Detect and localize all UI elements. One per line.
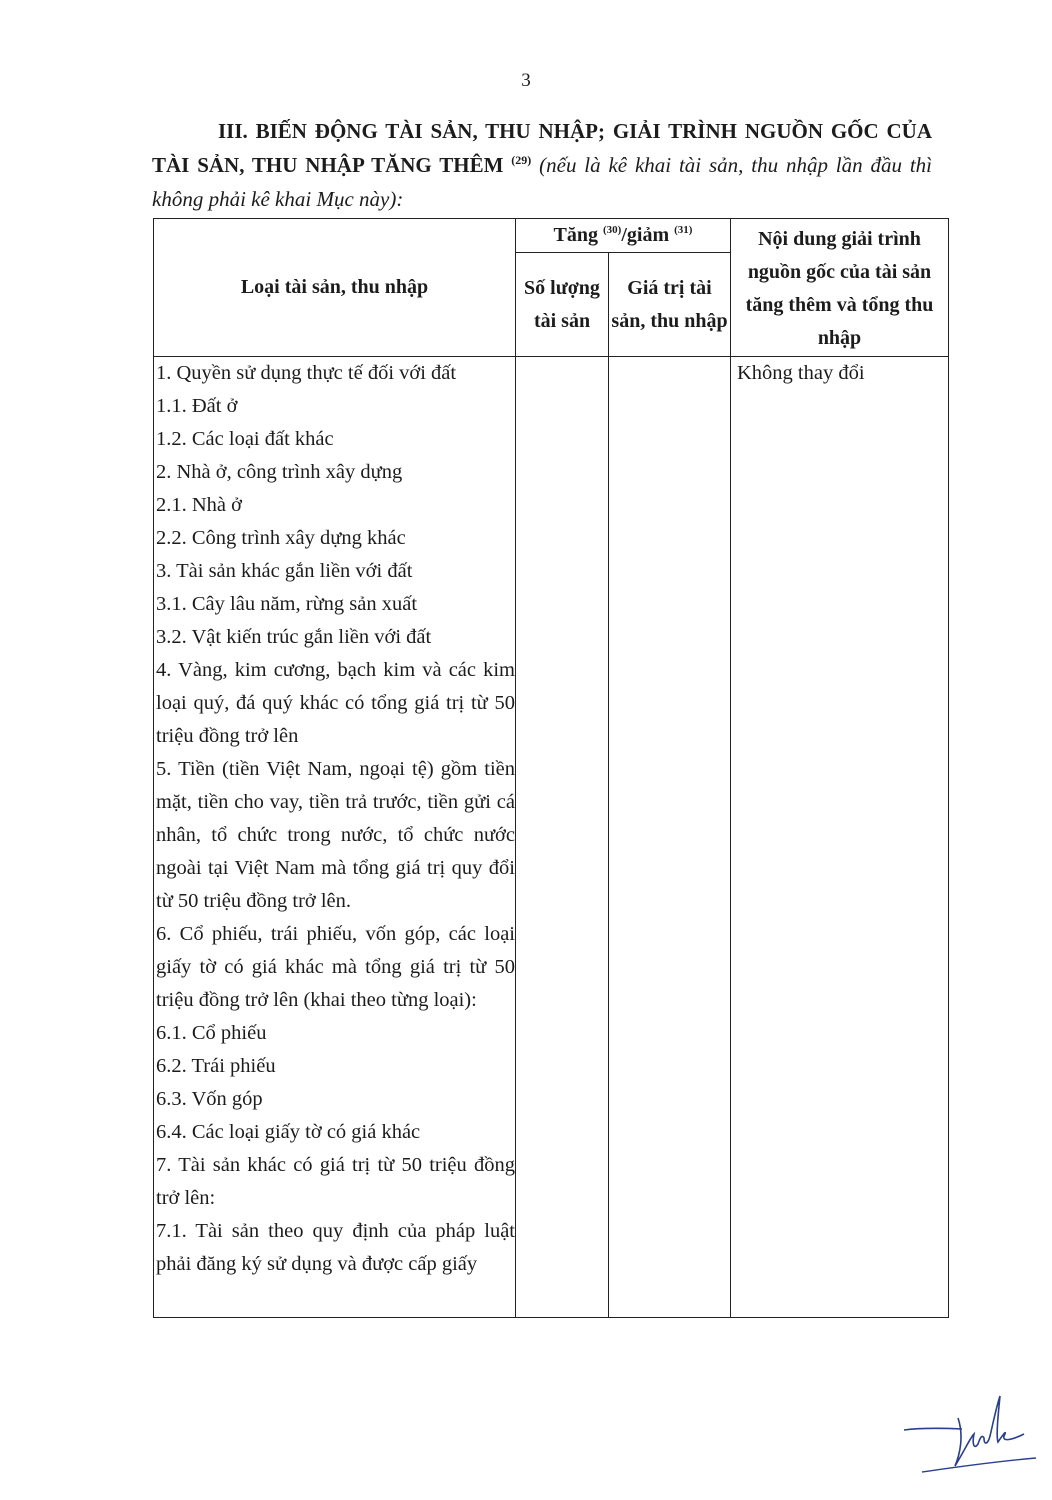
- explanation-text: Không thay đổi: [737, 362, 865, 384]
- asset-change-table: [153, 218, 949, 1318]
- list-item: 2.1. Nhà ở: [156, 494, 242, 516]
- explanation-cell: [731, 357, 949, 1318]
- list-item: 1.2. Các loại đất khác: [156, 428, 334, 450]
- quantity-column-cell: [516, 357, 609, 1318]
- header-decrease-footnote: (31): [674, 224, 693, 236]
- list-item: 6.1. Cổ phiếu: [156, 1022, 267, 1044]
- list-item: 6.2. Trái phiếu: [156, 1055, 276, 1077]
- value-column-cell: [609, 357, 731, 1318]
- list-item: 4. Vàng, kim cương, bạch kim và các kim loại quý, đá quý khác có tổng giá trị từ 50 triệu đồng trở lên: [156, 659, 515, 747]
- section-footnote-ref: (29): [511, 153, 532, 167]
- header-change-group: [516, 219, 731, 253]
- list-item: 6.4. Các loại giấy tờ có giá khác: [156, 1121, 421, 1143]
- list-item: 6.3. Vốn góp: [156, 1088, 263, 1110]
- list-item: 1. Quyền sử dụng thực tế đối với đất: [156, 362, 457, 384]
- list-item: 7.1. Tài sản theo quy định của pháp luật phải đăng ký sử dụng và được cấp giấy: [156, 1220, 515, 1275]
- list-item: 3.1. Cây lâu năm, rừng sản xuất: [156, 593, 418, 615]
- header-increase-label: Tăng: [553, 224, 599, 246]
- header-explanation: Nội dung giải trình nguồn gốc của tài sản tăng thêm và tổng thu nhập: [731, 219, 949, 357]
- header-asset-type: Loại tài sản, thu nhập: [154, 219, 516, 357]
- list-item: 3.2. Vật kiến trúc gắn liền với đất: [156, 626, 432, 648]
- header-quantity: Số lượng tài sản: [516, 253, 609, 357]
- list-item: 6. Cổ phiếu, trái phiếu, vốn góp, các loại giấy tờ có giá khác mà tổng giá trị từ 50 triệu đồng trở lên (khai theo từng loại):: [156, 923, 515, 1011]
- list-item: 7. Tài sản khác có giá trị từ 50 triệu đồng trở lên:: [156, 1154, 515, 1209]
- section-heading: [152, 114, 932, 216]
- handwritten-signature: [900, 1388, 1040, 1488]
- page-number: 3: [521, 70, 531, 91]
- list-item: 2. Nhà ở, công trình xây dựng: [156, 461, 403, 483]
- asset-type-list: [154, 357, 516, 1318]
- list-item: 1.1. Đất ở: [156, 395, 238, 417]
- header-increase-footnote: (30): [603, 224, 622, 236]
- list-item: 5. Tiền (tiền Việt Nam, ngoại tệ) gồm tiền mặt, tiền cho vay, tiền trả trước, tiền gửi cá nhân, tổ chức trong nước, tổ chức nước ngoài tại Việt Nam mà tổng giá trị quy đổi từ 50 triệu đồng trở lên.: [156, 758, 515, 912]
- header-value: Giá trị tài sản, thu nhập: [609, 253, 731, 357]
- list-item: 2.2. Công trình xây dựng khác: [156, 527, 406, 549]
- list-item: 3. Tài sản khác gắn liền với đất: [156, 560, 413, 582]
- section-note: (nếu là kê khai tài sản, thu nhập lần đầu thì không phải kê khai Mục này):: [152, 153, 933, 211]
- section-title: III. BIẾN ĐỘNG TÀI SẢN, THU NHẬP; GIẢI TRÌNH NGUỒN GỐC CỦA TÀI SẢN, THU NHẬP TĂNG THÊM: [152, 119, 932, 177]
- header-decrease-label: /giảm: [621, 224, 670, 246]
